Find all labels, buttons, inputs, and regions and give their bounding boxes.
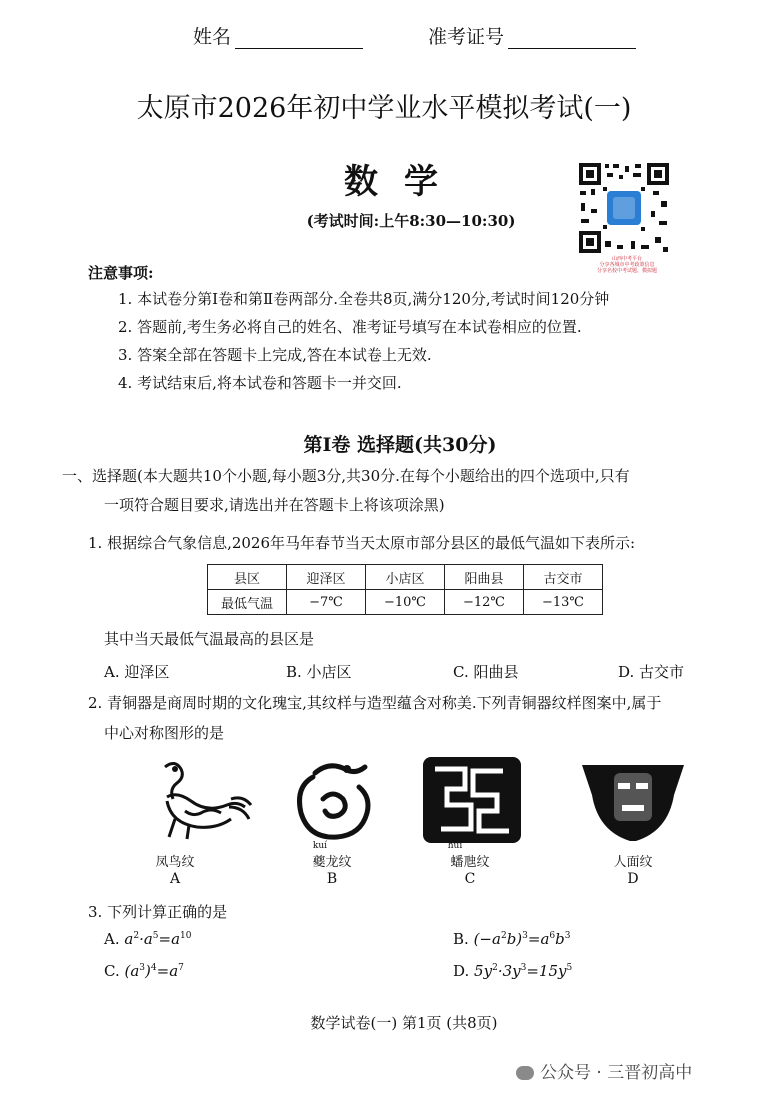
notice-item: 1. 本试卷分第Ⅰ卷和第Ⅱ卷两部分.全卷共8页,满分120分,考试时间120分钟 xyxy=(118,290,610,308)
figure-letter: D xyxy=(627,871,639,887)
name-field xyxy=(193,22,363,49)
human-face-pattern-image xyxy=(578,755,688,845)
notice-item: 3. 答案全部在答题卡上完成,答在本试卷上无效. xyxy=(118,346,432,364)
exponent: 5 xyxy=(566,963,573,973)
exam-time: (考试时间:上午8:30—10:30) xyxy=(306,212,516,230)
qr-caption-line: 分享各城市中考政策信息 xyxy=(599,262,655,268)
expr: =15y xyxy=(526,962,567,980)
phoenix-pattern-image xyxy=(145,755,255,845)
option-c: C. 阳曲县 xyxy=(453,663,519,681)
option-label: C. xyxy=(104,962,120,980)
exponent: 3 xyxy=(520,963,527,973)
table-cell: 小店区 xyxy=(366,565,445,590)
qr-caption xyxy=(572,256,682,274)
exponent: 2 xyxy=(133,931,140,941)
expr: (−a xyxy=(473,930,501,948)
question-2-stem-cont: 中心对称图形的是 xyxy=(104,724,225,742)
table-cell: −13℃ xyxy=(524,590,603,615)
table-cell: 最低气温 xyxy=(208,590,287,615)
qr-code-image xyxy=(577,161,671,255)
figure-letter: C xyxy=(464,871,476,887)
table-cell: 县区 xyxy=(208,565,287,590)
figure-caption: 人面纹 xyxy=(613,855,653,870)
qr-caption-line: 分享名校中考试题、模拟题 xyxy=(596,268,657,274)
option-b xyxy=(453,930,570,948)
figure-letter: A xyxy=(169,871,181,887)
figure-caption: 蟠虺纹 xyxy=(450,855,490,870)
table-cell: 阳曲县 xyxy=(445,565,524,590)
expr: ) xyxy=(145,962,151,980)
expr: (a xyxy=(124,962,140,980)
expr: a xyxy=(124,930,134,948)
exponent: 6 xyxy=(549,931,556,941)
watermark xyxy=(516,1058,692,1083)
expr: 5y xyxy=(474,962,493,980)
expr: =a xyxy=(156,962,179,980)
table-cell: −7℃ xyxy=(287,590,366,615)
notice-heading: 注意事项: xyxy=(88,264,154,282)
exponent: 2 xyxy=(500,931,507,941)
exponent: 3 xyxy=(522,931,528,941)
option-label: D. xyxy=(453,962,470,980)
wechat-icon xyxy=(516,1066,534,1080)
table-cell: −12℃ xyxy=(445,590,524,615)
option-b: B. 小店区 xyxy=(286,663,352,681)
dragon-pattern-image xyxy=(283,755,393,845)
watermark-text: 公众号 · 三晋初高中 xyxy=(540,1063,693,1083)
exponent: 4 xyxy=(150,963,157,973)
option-label: B. xyxy=(453,930,469,948)
name-label: 姓名 xyxy=(193,26,232,48)
exponent: 7 xyxy=(178,963,184,973)
table-row xyxy=(208,565,603,590)
figure-pinyin: kuí xyxy=(312,841,328,851)
option-d: D. 古交市 xyxy=(618,663,685,681)
part1-instructions: 一、选择题(本大题共10个小题,每小题3分,共30分.在每个小题给出的四个选项中,只有 xyxy=(62,467,630,485)
exponent: 5 xyxy=(152,931,159,941)
question-3-stem: 3. 下列计算正确的是 xyxy=(88,903,228,921)
option-a xyxy=(104,930,192,948)
candidate-header xyxy=(0,22,768,52)
exponent: 10 xyxy=(180,931,192,941)
expr: ·3y xyxy=(497,962,521,980)
temperature-table xyxy=(207,564,603,615)
exam-id-blank xyxy=(508,30,636,49)
page-footer: 数学试卷(一) 第1页 (共8页) xyxy=(310,1014,498,1032)
question-2-stem: 2. 青铜器是商周时期的文化瑰宝,其纹样与造型蕴含对称美.下列青铜器纹样图案中,属于 xyxy=(88,694,662,712)
figure-pinyin: huǐ xyxy=(447,841,463,851)
figure-letter: B xyxy=(326,871,338,887)
exam-title: 太原市2026年初中学业水平模拟考试(一) xyxy=(136,93,632,124)
name-blank xyxy=(235,30,363,49)
qr-caption-line: 山西中考平台 xyxy=(611,256,642,262)
expr: b) xyxy=(506,930,523,948)
expr: =a xyxy=(527,930,550,948)
subject-title: 数学 xyxy=(344,162,464,202)
option-label: A. xyxy=(104,930,120,948)
question-1-stem: 1. 根据综合气象信息,2026年马年春节当天太原市部分县区的最低气温如下表所示: xyxy=(88,534,636,552)
serpent-pattern-image xyxy=(417,755,527,845)
notice-item: 4. 考试结束后,将本试卷和答题卡一并交回. xyxy=(118,374,402,392)
expr: =a xyxy=(158,930,181,948)
option-a: A. 迎泽区 xyxy=(104,663,170,681)
notice-item: 2. 答题前,考生务必将自己的姓名、准考证号填写在本试卷相应的位置. xyxy=(118,318,582,336)
option-c xyxy=(104,962,184,980)
exam-id-field xyxy=(428,22,636,49)
part1-instructions-cont: 一项符合题目要求,请选出并在答题卡上将该项涂黑) xyxy=(104,496,445,514)
question-1-prompt: 其中当天最低气温最高的县区是 xyxy=(104,630,315,648)
table-row xyxy=(208,590,603,615)
expr: ·a xyxy=(139,930,153,948)
exponent: 3 xyxy=(139,963,146,973)
exam-id-label: 准考证号 xyxy=(428,26,505,48)
exponent: 3 xyxy=(564,931,571,941)
exponent: 2 xyxy=(492,963,498,973)
figure-caption: 夔龙纹 xyxy=(312,855,352,870)
table-cell: −10℃ xyxy=(366,590,445,615)
expr: b xyxy=(555,930,565,948)
table-cell: 迎泽区 xyxy=(287,565,366,590)
section-title: 第Ⅰ卷 选择题(共30分) xyxy=(303,434,497,456)
table-cell: 古交市 xyxy=(524,565,603,590)
figure-caption: 凤鸟纹 xyxy=(155,855,195,870)
option-d xyxy=(453,962,572,980)
